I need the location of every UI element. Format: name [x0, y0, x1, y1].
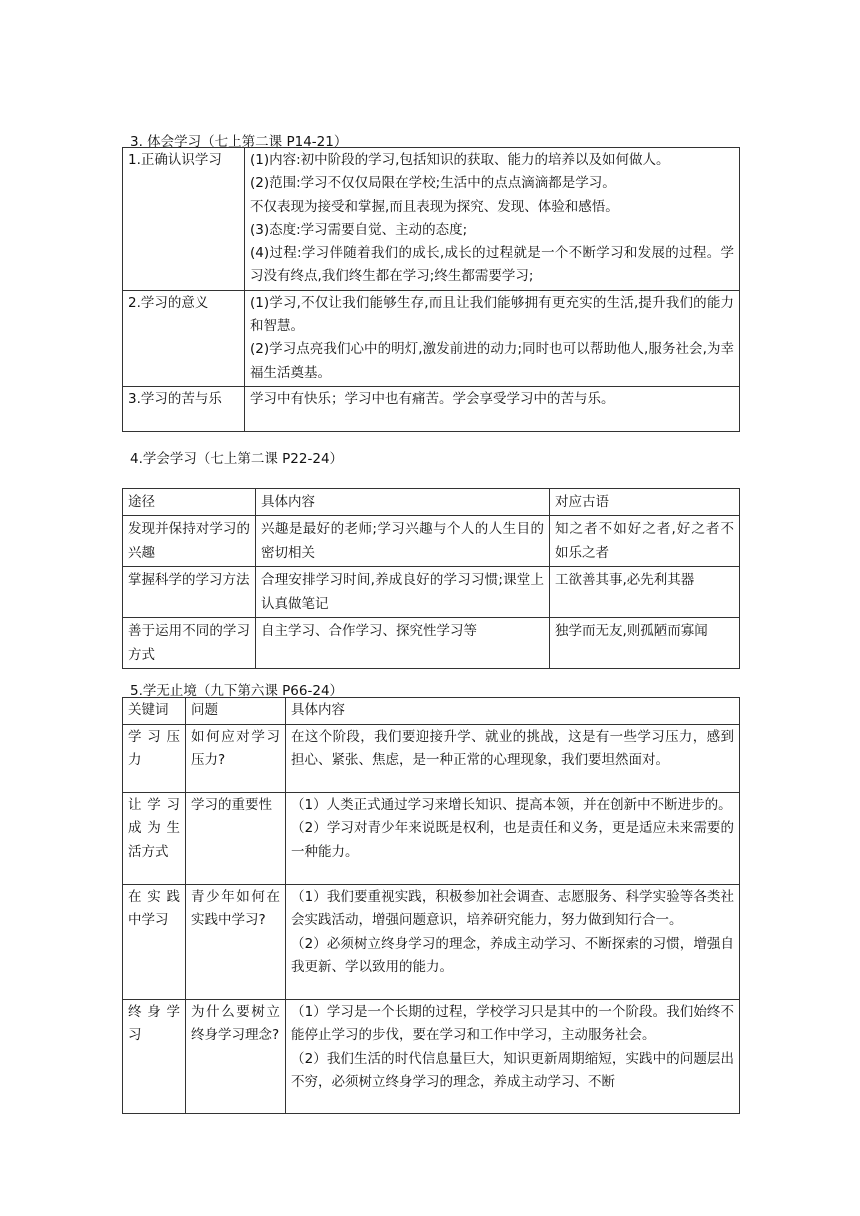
content-line: 学习中有快乐；学习中也有痛苦。学会享受学习中的苦与乐。 [250, 390, 615, 407]
column-header: 途径 [123, 489, 256, 516]
table-row [123, 792, 740, 884]
row-label: 2.学习的意义 [123, 290, 245, 386]
column-header: 具体内容 [286, 698, 740, 725]
content-line: 不仅表现为接受和掌握,而且表现为探究、发现、体验和感悟。 [250, 198, 619, 215]
content-cell [286, 884, 740, 999]
table-row [123, 148, 740, 291]
table-cell: 善于运用不同的学习方式 [123, 618, 256, 669]
content-line: 在这个阶段，我们要迎接升学、就业的挑战，这是有一些学习压力，感到担心、紧张、焦虑，是一种正常的心理现象，我们要坦然面对。 [291, 728, 734, 768]
section4-table [122, 488, 740, 669]
content-line: （2）学习对青少年来说既是权利，也是责任和义务，更是适应未来需要的一种能力。 [291, 820, 734, 860]
section3-table [122, 147, 740, 432]
table-cell: 自主学习、合作学习、探究性学习等 [256, 618, 550, 669]
content-line: （2）我们生活的时代信息量巨大，知识更新周期缩短，实践中的问题层出不穷，必须树立终身学习的理念，养成主动学习、不断 [291, 1050, 734, 1090]
table-cell: 工欲善其事,必先利其器 [550, 567, 740, 618]
content-line: (4)过程:学习伴随着我们的成长,成长的过程就是一个不断学习和发展的过程。学习没有终点,我们终生都在学习;终生都需要学习; [250, 245, 734, 285]
table-header-row [123, 489, 740, 516]
table-cell: 合理安排学习时间,养成良好的学习习惯;课堂上认真做笔记 [256, 567, 550, 618]
keyword-cell: 让学习成为生活方式 [123, 792, 186, 884]
content-line: （2）必须树立终身学习的理念，养成主动学习、不断探索的习惯，增强自我更新、学以致用的能力。 [291, 935, 734, 975]
table-row [123, 516, 740, 567]
question-cell: 学习的重要性 [186, 792, 286, 884]
column-header: 具体内容 [256, 489, 550, 516]
keyword-cell: 学习压力 [123, 724, 186, 792]
content-line: (1)学习,不仅让我们能够生存,而且让我们能够拥有更充实的生活,提升我们的能力和智慧。 [250, 294, 734, 335]
column-header: 问题 [186, 698, 286, 725]
row-label: 1.正确认识学习 [123, 148, 245, 291]
row-content [245, 386, 740, 431]
content-cell [286, 724, 740, 792]
table-header-row [123, 698, 740, 725]
table-row [123, 724, 740, 792]
content-line: (1)内容:初中阶段的学习,包括知识的获取、能力的培养以及如何做人。 [250, 152, 670, 168]
table-cell: 兴趣是最好的老师;学习兴趣与个人的人生目的密切相关 [256, 516, 550, 567]
table-cell: 掌握科学的学习方法 [123, 567, 256, 618]
section3-title: 3. 体会学习（七上第二课 P14-21） [130, 134, 348, 150]
question-cell: 青少年如何在实践中学习? [186, 884, 286, 999]
section5-table [122, 697, 740, 1114]
row-content [245, 148, 740, 291]
table-cell: 发现并保持对学习的兴趣 [123, 516, 256, 567]
content-line: （1）人类正式通过学习来增长知识、提高本领，并在创新中不断进步的。 [291, 796, 732, 813]
question-cell: 为什么要树立终身学习理念? [186, 999, 286, 1113]
section5-title: 5.学无止境（九下第六课 P66-24） [130, 683, 344, 699]
section4-title: 4.学会学习（七上第二课 P22-24） [130, 451, 344, 467]
content-line: （1）学习是一个长期的过程，学校学习只是其中的一个阶段。我们始终不能停止学习的步伐，要在学习和工作中学习，主动服务社会。 [291, 1003, 734, 1043]
table-row [123, 884, 740, 999]
table-cell: 知之者不如好之者,好之者不如乐之者 [550, 516, 740, 567]
row-content [245, 290, 740, 386]
table-row [123, 999, 740, 1113]
table-row [123, 290, 740, 386]
table-row [123, 386, 740, 431]
content-line: （1）我们要重视实践，积极参加社会调查、志愿服务、科学实验等各类社会实践活动，增强问题意识，培养研究能力，努力做到知行合一。 [291, 888, 734, 928]
table-cell: 独学而无友,则孤陋而寡闻 [550, 618, 740, 669]
content-line: (3)态度:学习需要自觉、主动的态度; [250, 221, 468, 238]
table-row [123, 567, 740, 618]
content-cell [286, 999, 740, 1113]
keyword-cell: 在实践中学习 [123, 884, 186, 999]
content-cell [286, 792, 740, 884]
content-line: (2)范围:学习不仅仅局限在学校;生活中的点点滴滴都是学习。 [250, 175, 616, 192]
keyword-cell: 终身学习 [123, 999, 186, 1113]
column-header: 对应古语 [550, 489, 740, 516]
column-header: 关键词 [123, 698, 186, 725]
table-row [123, 618, 740, 669]
row-label: 3.学习的苦与乐 [123, 386, 245, 431]
question-cell: 如何应对学习压力? [186, 724, 286, 792]
content-line: (2)学习点亮我们心中的明灯,激发前进的动力;同时也可以帮助他人,服务社会,为幸福生活奠基。 [250, 341, 734, 381]
